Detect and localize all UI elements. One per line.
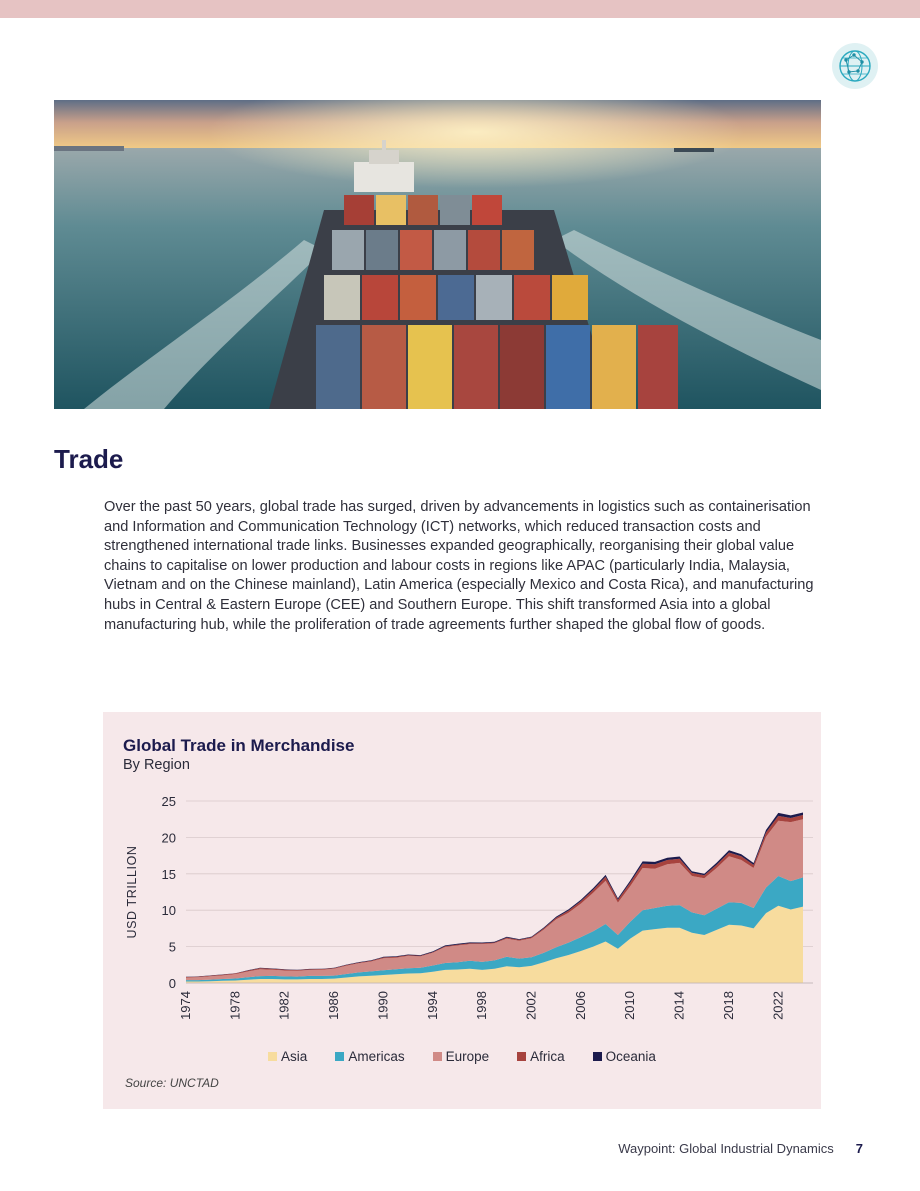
chart-subtitle: By Region [123,757,190,773]
x-tick-label: 1998 [474,991,490,1020]
legend-swatch [517,1052,526,1061]
legend-swatch [433,1052,442,1061]
legend-label: Africa [530,1049,565,1064]
y-tick-label: 20 [161,830,176,846]
page-number: 7 [855,1141,863,1156]
x-tick-label: 1982 [276,991,292,1020]
footer-publication: Waypoint: Global Industrial Dynamics [618,1141,834,1156]
legend-swatch [593,1052,602,1061]
legend-label: Americas [348,1049,405,1064]
legend-item-americas [335,1049,404,1064]
hero-container-ship-image [54,100,821,409]
y-tick-label: 10 [161,903,176,919]
legend-item-africa [517,1049,565,1064]
legend-label: Oceania [605,1049,656,1064]
section-paragraph: Over the past 50 years, global trade has surged, driven by advancements in logistics such as containerisation and Information and Communication Technology (ICT) networks, which reduced transaction costs and strengthened international trade links. Businesses expanded geographically, reorganising their global value chains to capitalise on lower production and labour costs in regions like APAC (particularly India, Malaysia, Vietnam and on the Chinese mainland), Latin America (especially Mexico and Costa Rica), and manufacturing hubs in Central & Eastern Europe (CEE) and Southern Europe. This shift transformed Asia into a global manufacturing hub, while the proliferation of trade agreements further shaped the global flow of goods. [104,499,814,633]
chart-legend [103,1049,821,1064]
y-tick-label: 5 [168,939,176,955]
stacked-area-chart [103,712,821,1052]
x-tick-label: 2002 [523,991,539,1020]
globe-network-icon [832,43,878,89]
legend-swatch [268,1052,277,1061]
x-tick-label: 1990 [375,991,391,1020]
legend-label: Asia [281,1049,308,1064]
chart-source: Source: UNCTAD [125,1076,219,1090]
y-tick-label: 25 [161,794,176,809]
y-axis-label: USD TRILLION [125,845,139,939]
top-color-band [0,0,920,18]
x-tick-label: 1974 [178,991,193,1020]
y-tick-label: 0 [168,976,176,991]
x-tick-label: 2014 [671,991,687,1020]
legend-item-oceania [593,1049,656,1064]
section-title: Trade [54,444,124,474]
x-tick-label: 2022 [770,991,786,1020]
legend-item-europe [433,1049,490,1064]
chart-card [103,712,821,1109]
legend-label: Europe [445,1049,490,1064]
y-tick-label: 15 [161,866,176,882]
legend-item-asia [268,1049,307,1064]
x-tick-label: 1986 [326,991,342,1020]
x-tick-label: 2010 [622,991,638,1020]
x-tick-label: 1978 [227,991,243,1020]
x-tick-label: 2006 [572,991,588,1020]
page-footer [618,1141,863,1156]
legend-swatch [335,1052,344,1061]
x-tick-label: 1994 [424,991,440,1020]
chart-title: Global Trade in Merchandise [123,736,355,755]
x-tick-label: 2018 [720,991,736,1020]
